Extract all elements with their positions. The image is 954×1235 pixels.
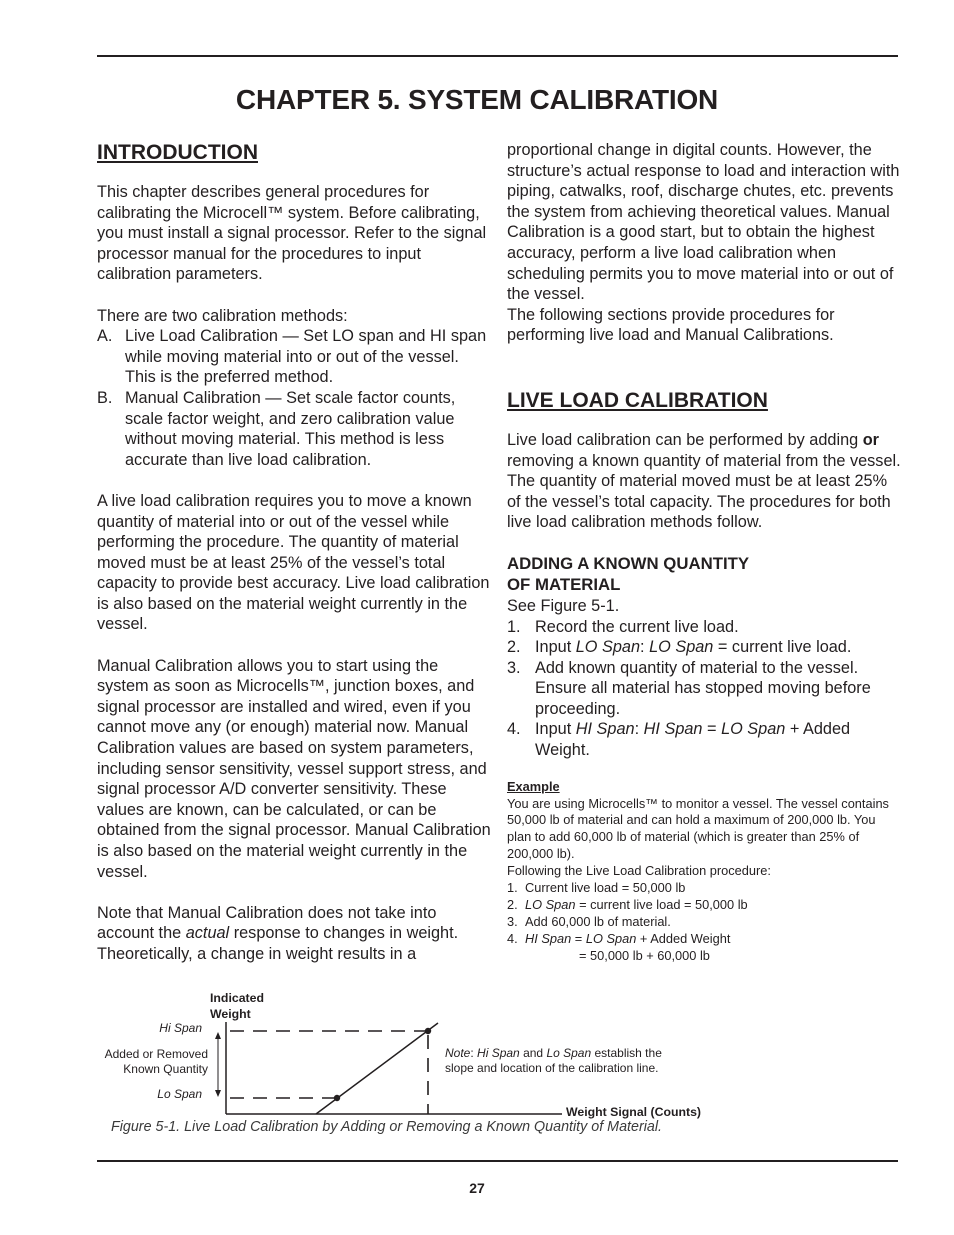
live-load-heading: LIVE LOAD CALIBRATION — [507, 388, 768, 412]
text-run: removing a known quantity of material from the vessel. The quantity of material moved must be at least 25% of the vessel’s total capacity. The procedures for both live load calibration methods follow. — [507, 451, 901, 532]
text-run: + Added Weight. — [535, 720, 851, 760]
step-item — [507, 617, 902, 638]
y-axis-label: Weight — [210, 1007, 251, 1021]
arrow-down-icon — [215, 1090, 221, 1097]
method-item — [97, 388, 492, 470]
live-load-requirement-paragraph: A live load calibration requires you to move a known quantity of material into or out of the vessel while performing the procedure. The quantity of material moved must be at least 25% of the vessel’s total capacity to provide best accuracy. Live load calibration is also based on the material weight currently in the vessel. — [97, 491, 490, 634]
step-item — [507, 637, 902, 658]
bold-text: or — [862, 430, 879, 449]
note-label: Note — [445, 1046, 471, 1060]
calibration-line — [316, 1023, 438, 1114]
left-column — [97, 140, 492, 965]
step-text: Add 60,000 lb of material. — [525, 913, 671, 929]
step-item — [507, 719, 902, 760]
list-marker: 4. — [507, 720, 521, 739]
list-marker: 3. — [507, 913, 518, 929]
text-run: : — [470, 1046, 478, 1060]
list-marker: 2. — [507, 638, 521, 657]
step-text: Add known quantity of material to the vessel. Ensure all material has stopped moving before proceeding. — [535, 658, 871, 718]
adding-steps-list — [507, 617, 902, 761]
emphasis-text: LO Span — [649, 638, 714, 657]
emphasis-text: Lo Span — [546, 1046, 592, 1060]
figure-note — [445, 1046, 662, 1060]
text-run: + Added Weight — [636, 930, 731, 946]
method-item — [97, 326, 492, 388]
list-marker: 4. — [507, 930, 518, 946]
emphasis-text: LO Span — [575, 638, 641, 657]
list-marker: 1. — [507, 880, 518, 896]
emphasis-text: LO Span — [525, 897, 576, 912]
example-title: Example — [507, 778, 560, 794]
example-step — [507, 897, 902, 914]
text-run: establish the — [591, 1046, 662, 1060]
methods-list — [97, 326, 492, 470]
text-run: and — [519, 1046, 547, 1060]
example-procedure-intro: Following the Live Load Calibration procedure: — [507, 863, 771, 879]
lo-span-point — [334, 1095, 340, 1101]
example-paragraph: You are using Microcells™ to monitor a vessel. The vessel contains 50,000 lb of material and can hold a maximum of 200,000 lb. You plan to add 60,000 lb of material (which is greater than 25% of 200,000 lb). — [507, 795, 889, 862]
see-figure-text: See Figure 5-1. — [507, 596, 620, 615]
emphasis-text: HI Span — [643, 720, 703, 739]
emphasis-text: LO Span — [721, 720, 786, 739]
manual-calibration-paragraph: Manual Calibration allows you to start using the system as soon as Microcells™, junction boxes, and signal processor are installed and wired, even if you cannot move any (or enough) material now. Manual Calibration values are based on system parameters, including sensor sensitivity, vessel support stress, and signal processor A/D converter sensitivity. These values are known, can be calculated, or can be obtained from the signal processor. Manual Calibration is also based on the material weight currently in the vessel. — [97, 656, 491, 881]
text-run: = current live load = 50,000 lb — [575, 897, 748, 912]
emphasis-text: HI Span — [525, 930, 572, 946]
emphasis-text: HI Span — [575, 720, 635, 739]
step-text: Current live load = 50,000 lb — [525, 880, 686, 896]
x-axis-label: Weight Signal (Counts) — [566, 1105, 702, 1119]
text-run: Note that Manual Calibration does not take into account the — [97, 903, 437, 943]
top-rule — [97, 55, 898, 57]
calibration-figure — [97, 988, 709, 1123]
example-step4-continuation: = 50,000 lb + 60,000 lb — [579, 947, 710, 963]
example-step — [507, 931, 902, 948]
list-marker: 1. — [507, 617, 521, 636]
hi-span-point — [425, 1028, 431, 1034]
right-column — [507, 140, 902, 965]
example-block — [507, 779, 902, 965]
step-item — [507, 658, 902, 720]
intro-paragraph: This chapter describes general procedures for calibrating the Microcell™ system. Before calibrating, you must install a signal processor. Refer to the signal processor manual for the procedures to input calibration parameters. — [97, 183, 487, 284]
example-step — [507, 880, 902, 897]
emphasis-text: LO Span — [585, 930, 637, 946]
list-marker: 3. — [507, 658, 521, 677]
emphasis-text: actual — [185, 924, 230, 943]
lo-span-label: Lo Span — [157, 1087, 202, 1101]
hi-span-label: Hi Span — [159, 1021, 202, 1035]
list-marker: A. — [97, 327, 113, 346]
text-run: Live load calibration can be performed by adding — [507, 430, 863, 449]
note-paragraph-continued: proportional change in digital counts. However, the structure’s actual response to load and interaction with piping, catwalks, roof, discharge chutes, etc. prevents the system from achieving theoretical values. Manual Calibration is a good start, but to obtain the highest accuracy, perform a live load calibration when scheduling permits you to move material into or out of the vessel. — [507, 141, 900, 304]
text-run: : — [634, 720, 644, 739]
arrow-up-icon — [215, 1032, 221, 1039]
added-removed-label: Known Quantity — [123, 1062, 208, 1076]
text-run: Input — [535, 720, 576, 739]
text-run: Input — [535, 638, 576, 657]
heading-line: OF MATERIAL — [507, 575, 621, 595]
added-removed-label: Added or Removed — [104, 1047, 208, 1061]
emphasis-text: Hi Span — [477, 1046, 520, 1060]
live-load-paragraph — [507, 430, 902, 533]
page-number: 27 — [469, 1180, 485, 1196]
y-axis-label: Indicated — [210, 991, 264, 1005]
example-steps-list — [507, 880, 902, 948]
introduction-heading: INTRODUCTION — [97, 141, 258, 164]
text-run: = current live load. — [713, 638, 852, 657]
methods-intro: There are two calibration methods: — [97, 306, 348, 325]
method-text: Live Load Calibration — Set LO span and HI span while moving material into or out of the vessel. This is the preferred method. — [125, 327, 487, 387]
text-run: = — [702, 720, 722, 739]
method-text: Manual Calibration — Set scale factor counts, scale factor weight, and zero calibration value without moving material. This method is less accurate than live load calibration. — [125, 388, 456, 469]
chapter-title: CHAPTER 5. SYSTEM CALIBRATION — [235, 84, 719, 115]
heading-line: ADDING A KNOWN QUANTITY — [507, 553, 750, 573]
following-sections-paragraph: The following sections provide procedures for performing live load and Manual Calibrations. — [507, 305, 835, 345]
note-paragraph — [97, 903, 492, 965]
bottom-rule — [97, 1160, 898, 1162]
example-step — [507, 914, 902, 931]
text-run: : — [640, 638, 650, 657]
text-run: response to changes in weight. Theoretically, a change in weight results in a — [97, 924, 459, 963]
figure-caption: Figure 5-1. Live Load Calibration by Adding or Removing a Known Quantity of Material. — [111, 1119, 662, 1135]
list-marker: B. — [97, 388, 113, 407]
list-marker: 2. — [507, 897, 518, 912]
step-text: Record the current live load. — [535, 617, 739, 636]
adding-heading — [507, 553, 902, 596]
text-run: = — [571, 930, 586, 946]
figure-note: slope and location of the calibration line. — [445, 1061, 659, 1075]
